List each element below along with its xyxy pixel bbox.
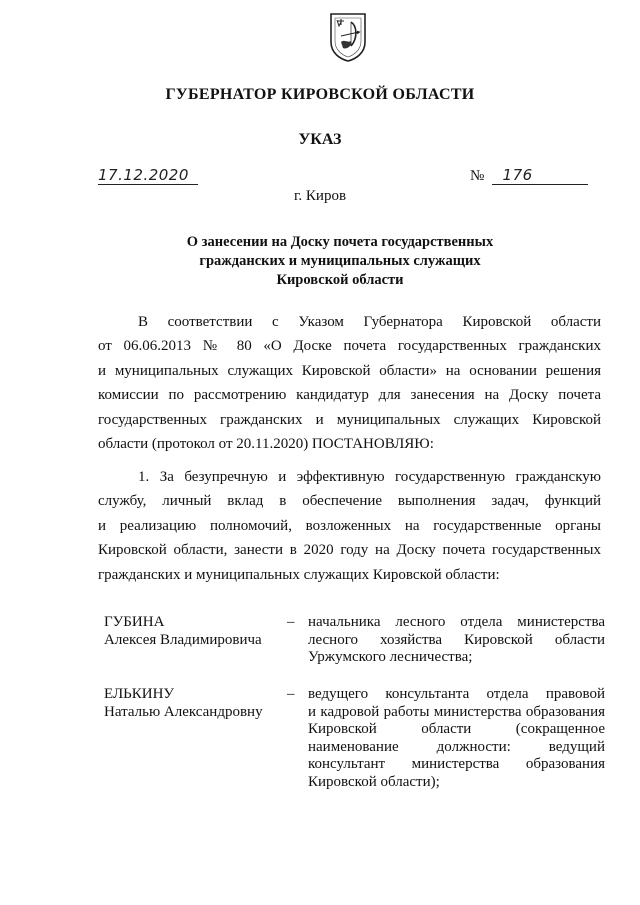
person-surname: ЕЛЬКИНУ [104,686,175,702]
person-name [104,614,284,649]
paragraph-line: и реализацию полномочий, возложенных на государственные органы [98,517,601,534]
kirov-coat-of-arms-icon [329,12,367,62]
position-line: наименование должности: ведущий [308,738,605,755]
paragraph-line: от 06.06.2013 № 80 «О Доске почета государственных гражданских [98,338,601,355]
person-surname: ГУБИНА [104,614,165,630]
paragraph-line: области (протокол от 20.11.2020) ПОСТАНОВЛЯЮ: [98,436,434,453]
person-given-name: Алексея Владимировича [104,631,262,648]
issuer-title: ГУБЕРНАТОР КИРОВСКОЙ ОБЛАСТИ [165,86,475,103]
paragraph-line: 1. За безупречную и эффективную государственную гражданскую [138,469,601,485]
paragraph-line: Кировской области, занести в 2020 году на Доску почета государственных [98,542,601,559]
item-1-paragraph [98,465,601,587]
document-type: УКАЗ [298,131,342,148]
position-line: лесного хозяйства Кировской области [308,631,605,648]
position-line: ведущего консультанта отдела правовой [308,686,605,702]
position-line: Уржумского лесничества; [308,649,473,665]
paragraph-line: государственных гражданских и муниципальных служащих Кировской [98,411,601,428]
subject-line: О занесении на Доску почета государственных [186,234,494,250]
paragraph-line: В соответствии с Указом Губернатора Кировской области [138,314,601,330]
person-position [308,614,605,667]
preamble-paragraph [98,310,601,456]
paragraph-line: службу, личный вклад в обеспечение выполнения задач, функций [98,493,601,510]
position-line: начальника лесного отдела министерства [308,614,605,630]
person-dash: – [287,614,295,630]
paragraph-line: комиссии по рассмотрению кандидатур для занесения на Доску почета [98,387,601,404]
position-line: Кировской области (сокращенное [308,721,605,737]
person-position [308,686,605,791]
document-number: 176 [492,166,588,185]
person-name [104,686,284,721]
person-dash: – [287,686,295,702]
position-line: Кировской области); [308,773,440,790]
position-line: и кадровой работы министерства образования [308,703,605,720]
number-label: № [470,168,485,184]
person-given-name: Наталью Александровну [104,703,263,720]
document-subject [150,233,530,290]
position-line: консультант министерства образования [308,756,605,772]
subject-line: Кировской области [276,272,404,288]
paragraph-line: гражданских и муниципальных служащих Кировской области: [98,566,500,583]
coat-of-arms-emblem [329,12,367,62]
city: г. Киров [293,188,347,204]
subject-line: гражданских и муниципальных служащих [199,253,481,269]
paragraph-line: и муниципальных служащих Кировской области» на основании решения [98,362,601,379]
document-date: 17.12.2020 [98,166,198,185]
